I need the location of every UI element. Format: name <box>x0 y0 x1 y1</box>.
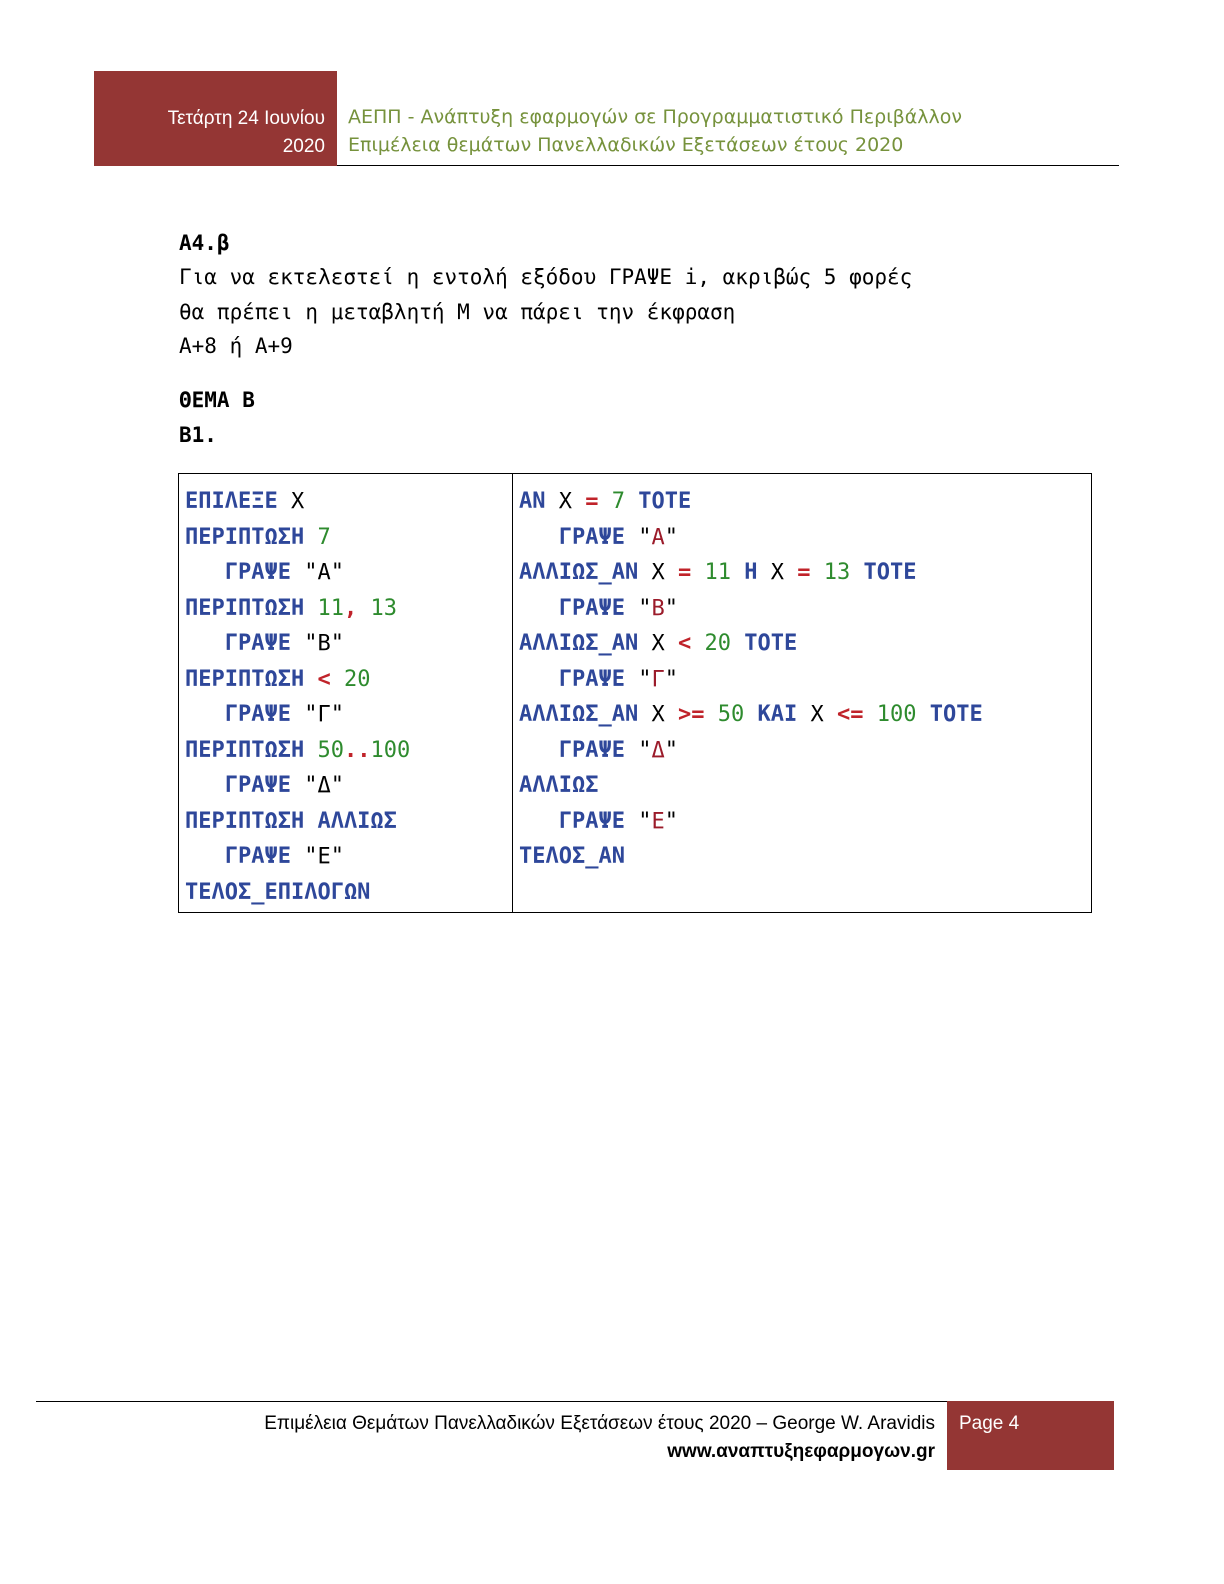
code-token: ΠΕΡΙΠΤΩΣΗ <box>185 595 305 621</box>
header-title-line1: ΑΕΠΠ - Ανάπτυξη εφαρμογών σε Προγραμματιστικό Περιβάλλον <box>348 106 963 128</box>
section-b-heading: ΘΕΜΑ Β <box>179 388 255 412</box>
code-column-select <box>179 474 513 912</box>
code-token: ΑΛΛΙΩΣ_ΑΝ <box>519 631 639 656</box>
code-line <box>519 804 1091 840</box>
code-token: " <box>664 737 678 763</box>
code-token: 20 <box>704 631 731 656</box>
section-a4-heading: Α4.β <box>179 231 230 255</box>
code-line <box>519 662 1091 698</box>
code-token <box>599 489 612 514</box>
code-line <box>519 520 1091 556</box>
code-token: ΠΕΡΙΠΤΩΣΗ <box>185 737 305 763</box>
code-token: " <box>664 808 678 834</box>
code-token: ΓΡΑΨΕ <box>224 773 291 798</box>
code-token: Χ <box>638 560 678 585</box>
code-line <box>185 875 512 911</box>
code-token <box>185 844 225 869</box>
code-token: ΑΝ <box>519 489 546 514</box>
code-line <box>519 591 1091 627</box>
code-token: ΤΕΛΟΣ_ΑΝ <box>519 844 625 869</box>
code-line <box>519 626 1091 662</box>
header-title <box>348 103 962 159</box>
code-token <box>519 596 559 621</box>
code-token: 50 <box>717 702 745 727</box>
code-line <box>185 839 512 875</box>
code-token: ΓΡΑΨΕ <box>558 808 625 834</box>
code-line <box>185 555 512 591</box>
code-token <box>304 525 317 550</box>
section-b-subheading: Β1. <box>179 423 217 447</box>
code-token: ΑΛΛΙΩΣ <box>519 773 599 798</box>
code-token: Χ <box>797 702 837 727</box>
code-token: ΤΟΤΕ <box>863 560 917 585</box>
code-token: " <box>624 808 652 834</box>
code-token <box>691 631 704 656</box>
code-token <box>185 560 225 585</box>
code-token: 7 <box>317 524 331 550</box>
code-token: >= <box>677 702 705 727</box>
code-token <box>185 773 225 798</box>
code-line <box>519 768 1091 804</box>
code-token: = <box>585 489 599 514</box>
code-token: Χ <box>638 631 678 656</box>
code-token <box>731 560 744 585</box>
code-token: ΠΕΡΙΠΤΩΣΗ <box>185 524 305 550</box>
header-date-box <box>94 71 337 166</box>
code-token <box>357 596 370 621</box>
code-line <box>519 839 1091 875</box>
code-token: Χ <box>545 489 586 514</box>
code-token: "Δ" <box>290 773 344 798</box>
code-line <box>185 768 512 804</box>
code-token: ΕΠΙΛΕΞΕ <box>185 489 278 514</box>
code-token: <= <box>836 702 864 727</box>
code-token: .. <box>343 737 371 763</box>
code-token <box>704 702 717 727</box>
code-line <box>185 697 512 733</box>
code-column-if <box>513 474 1091 912</box>
code-token: 7 <box>611 489 625 514</box>
code-token: ΓΡΑΨΕ <box>224 560 291 585</box>
page-number: Page 4 <box>959 1413 1020 1434</box>
code-token: "Ε" <box>290 844 344 869</box>
code-token <box>304 596 317 621</box>
code-token: "Α" <box>290 560 344 585</box>
code-token: 13 <box>370 595 397 621</box>
code-token: " <box>624 737 652 763</box>
code-token <box>863 702 876 727</box>
code-token <box>916 702 929 727</box>
code-token: = <box>677 560 692 585</box>
code-token: Δ <box>651 737 665 763</box>
code-token <box>304 667 317 692</box>
code-token: Ε <box>651 808 665 834</box>
code-token <box>331 667 344 692</box>
code-token <box>810 560 823 585</box>
code-token <box>185 631 225 656</box>
code-token: ΤΟΤΕ <box>744 631 798 656</box>
code-token <box>625 489 638 514</box>
section-a4-line2: θα πρέπει η μεταβλητή Μ να πάρει την έκφραση <box>179 300 736 324</box>
header-date-line1: Τετάρτη 24 Ιουνίου <box>167 108 325 129</box>
code-token: Χ <box>757 560 798 585</box>
code-token: Η <box>744 560 758 585</box>
code-token: ΑΛΛΙΩΣ_ΑΝ <box>519 560 639 585</box>
code-token: 11 <box>317 595 344 621</box>
code-token: " <box>664 524 678 550</box>
code-token: ΓΡΑΨΕ <box>224 631 291 656</box>
code-token: 100 <box>876 702 917 727</box>
code-token: Β <box>651 595 665 621</box>
code-token: " <box>624 524 652 550</box>
code-token <box>304 738 317 763</box>
code-line <box>519 697 1091 733</box>
code-token: < <box>677 631 692 656</box>
code-token: " <box>664 666 678 692</box>
code-token <box>185 702 225 727</box>
code-token: " <box>624 666 652 692</box>
code-line <box>519 484 1091 520</box>
code-token: ΓΡΑΨΕ <box>558 737 625 763</box>
code-token <box>744 702 757 727</box>
code-token: Γ <box>651 666 665 692</box>
code-token: , <box>343 595 358 621</box>
footer-divider <box>36 1401 947 1402</box>
code-token: = <box>797 560 811 585</box>
code-line <box>185 484 512 520</box>
section-a4-line3: Α+8 ή Α+9 <box>179 334 293 358</box>
code-token: " <box>624 595 652 621</box>
code-table <box>178 473 1092 913</box>
code-token: ΤΕΛΟΣ_ΕΠΙΛΟΓΩΝ <box>185 879 371 905</box>
code-token: ΓΡΑΨΕ <box>224 844 291 869</box>
code-token: 20 <box>343 666 371 692</box>
footer-text <box>264 1410 935 1466</box>
code-token: Α <box>651 524 665 550</box>
code-token: ΑΛΛΙΩΣ_ΑΝ <box>519 702 639 727</box>
code-token <box>519 809 559 834</box>
code-token <box>519 525 559 550</box>
code-token: ΓΡΑΨΕ <box>224 702 291 727</box>
code-token: ΚΑΙ <box>757 702 798 727</box>
code-token: ΓΡΑΨΕ <box>558 666 625 692</box>
code-line <box>185 591 512 627</box>
code-token: "Β" <box>290 631 344 656</box>
code-token: ΤΟΤΕ <box>638 489 692 514</box>
code-line <box>185 626 512 662</box>
code-token <box>691 560 704 585</box>
header-title-line2: Επιμέλεια θεμάτων Πανελλαδικών Εξετάσεων έτους 2020 <box>348 134 904 156</box>
code-token: "Γ" <box>290 702 344 727</box>
code-token: 11 <box>704 560 731 585</box>
code-token: 100 <box>370 737 411 763</box>
code-line <box>185 520 512 556</box>
code-token: Χ <box>638 702 678 727</box>
code-line <box>185 804 512 840</box>
code-line <box>185 662 512 698</box>
code-line <box>519 733 1091 769</box>
header-divider <box>337 165 1119 166</box>
code-token <box>731 631 744 656</box>
footer-page-box <box>947 1401 1114 1470</box>
code-token: ΓΡΑΨΕ <box>558 524 625 550</box>
code-token: 13 <box>823 560 851 585</box>
header-date-line2: 2020 <box>282 136 325 157</box>
code-token: < <box>317 666 331 692</box>
code-token: ΤΟΤΕ <box>929 702 983 727</box>
code-token: 50 <box>317 737 344 763</box>
header-date <box>168 105 325 161</box>
code-line <box>519 555 1091 591</box>
code-token: ΠΕΡΙΠΤΩΣΗ ΑΛΛΙΩΣ <box>185 808 397 834</box>
footer-credit: Επιμέλεια Θεμάτων Πανελλαδικών Εξετάσεων έτους 2020 – George W. Aravidis <box>264 1413 935 1434</box>
footer-url: www.αναπτυξηεφαρμογων.gr <box>667 1441 935 1462</box>
code-token <box>519 738 559 763</box>
code-line <box>185 733 512 769</box>
code-token <box>519 667 559 692</box>
code-token <box>850 560 863 585</box>
section-a4-line1: Για να εκτελεστεί η εντολή εξόδου ΓΡΑΨΕ i, ακριβώς 5 φορές <box>179 265 913 289</box>
code-token: ΓΡΑΨΕ <box>558 595 625 621</box>
code-token: " <box>664 595 678 621</box>
code-token: ΠΕΡΙΠΤΩΣΗ <box>185 666 305 692</box>
code-token: Χ <box>277 489 305 514</box>
